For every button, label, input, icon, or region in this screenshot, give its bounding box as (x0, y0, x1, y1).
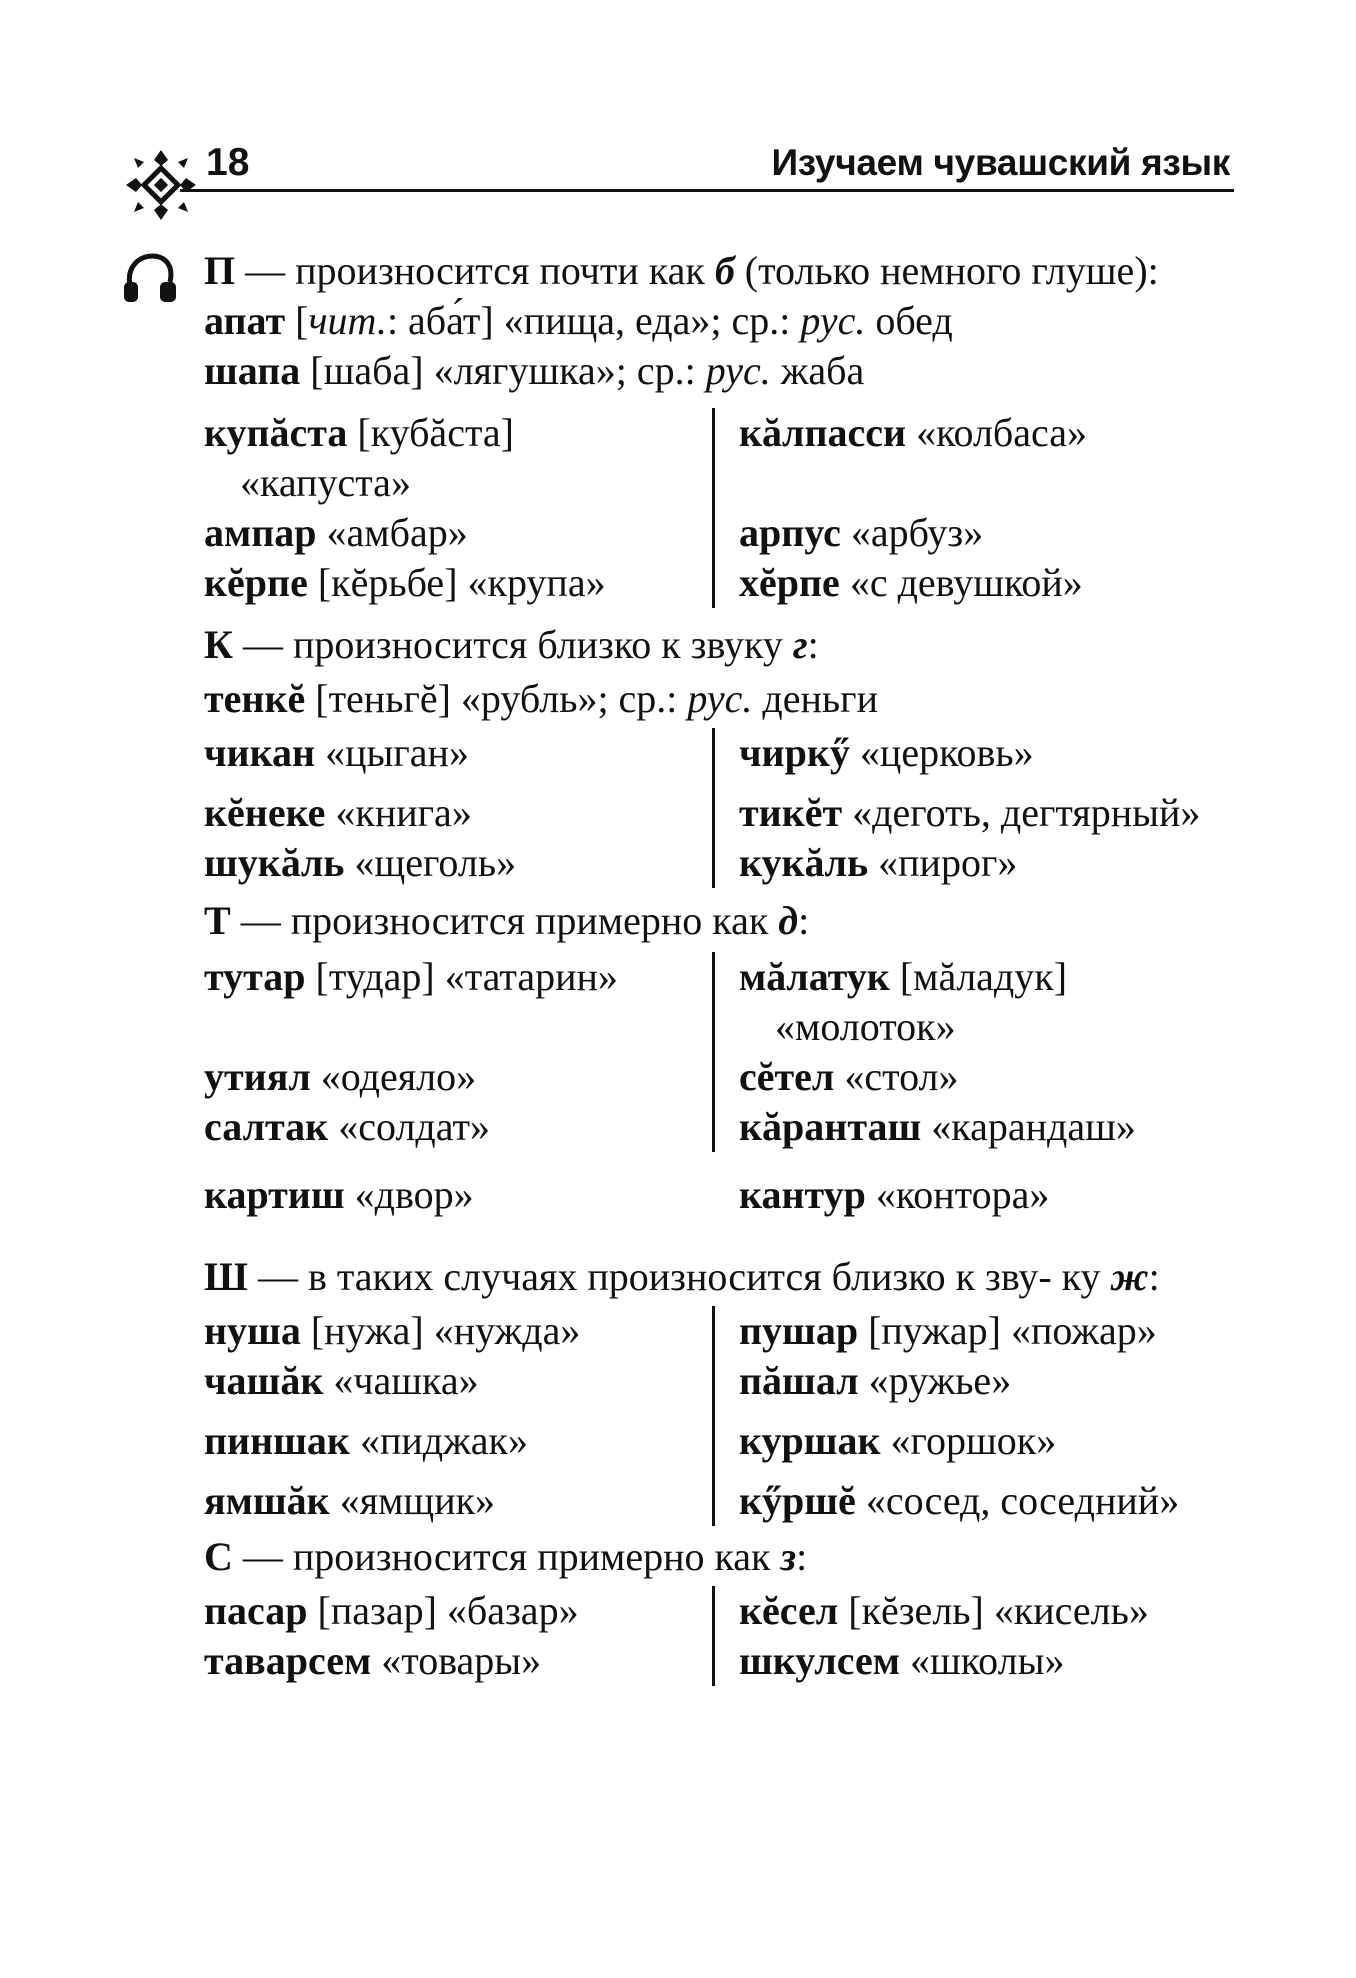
list-item: таварсем «товары» (204, 1638, 542, 1683)
page-number: 18 (206, 141, 250, 184)
section-title-s: С — произносится примерно как з: (204, 1534, 808, 1579)
list-item: картиш «двор» (204, 1172, 474, 1217)
list-item: кукăль «пирог» (712, 838, 1234, 888)
example-tenke: тенкĕ [теньгĕ] «рубль»; ср.: рус. деньги (204, 676, 878, 721)
list-item: кĕрпе [кĕрьбе] «крупа» (204, 560, 606, 605)
section-title-t: Т — произносится примерно как д: (204, 898, 810, 943)
example-shapa: шапа [шаба] «лягушка»; ср.: рус. жаба (204, 348, 865, 393)
list-item: тутар [тудар] «татарин» (204, 954, 618, 999)
list-item: пăшал «ружье» (712, 1356, 1234, 1406)
list-item: кăранташ «карандаш» (712, 1102, 1234, 1152)
list-item: салтак «солдат» (204, 1104, 490, 1149)
list-item: кăлпасси «колбаса» (712, 408, 1234, 458)
list-item: мăлатук [мăладук] (712, 952, 1234, 1002)
list-item: кĕсел [кĕзель] «кисель» (712, 1586, 1234, 1636)
list-item: чашăк «чашка» (204, 1358, 479, 1403)
list-item: хĕрпе «с девушкой» (712, 558, 1234, 608)
section-title-k: К — произносится близко к звуку г: (204, 622, 819, 667)
list-item: ампар «амбар» (204, 510, 468, 555)
word-grid-s (204, 1586, 1234, 1686)
section-title-p: П — произносится почти как б (только немного глуше): (204, 248, 1159, 293)
word-grid-t (204, 952, 1234, 1220)
list-item-continued: «молоток» (712, 1002, 1234, 1052)
list-item: арпус «арбуз» (712, 508, 1234, 558)
word-grid-p (204, 408, 1234, 608)
list-item: кӳршĕ «сосед, соседний» (712, 1476, 1234, 1526)
list-item: чикан «цыган» (204, 730, 469, 775)
list-item: сĕтел «стол» (712, 1052, 1234, 1102)
headphones-icon[interactable] (122, 252, 178, 304)
header-rule (180, 189, 1234, 192)
list-item: купăста [кубăста] (204, 410, 514, 455)
list-item: утиял «одеяло» (204, 1054, 477, 1099)
list-item: кантур «контора» (739, 1172, 1050, 1217)
list-item: тикĕт «деготь, дегтярный» (712, 788, 1234, 838)
running-title: Изучаем чувашский язык (771, 142, 1230, 183)
list-item: пушар [пужар] «пожар» (712, 1306, 1234, 1356)
list-item: пиншак «пиджак» (204, 1418, 528, 1463)
content (204, 246, 1234, 1686)
example-apat: апат [чит.: аба́т] «пища, еда»; ср.: рус. обед (204, 298, 953, 343)
list-item-continued: «капуста» (240, 460, 411, 505)
list-item: пасар [пазар] «базар» (204, 1588, 579, 1633)
list-item: куршак «горшок» (712, 1416, 1234, 1466)
section-title-sh: Ш — в таких случаях произносится близко к зву- ку ж: (204, 1254, 1160, 1299)
list-item: ямшăк «ямщик» (204, 1478, 496, 1523)
word-grid-sh (204, 1306, 1234, 1526)
list-item: кĕнеке «книга» (204, 790, 472, 835)
word-grid-k (204, 728, 1234, 888)
list-item: шукăль «щеголь» (204, 840, 517, 885)
list-item: шкулсем «школы» (712, 1636, 1234, 1686)
list-item: чиркӳ «церковь» (712, 728, 1234, 778)
list-item: нуша [нужа] «нужда» (204, 1308, 581, 1353)
chuvash-ornament-icon (124, 148, 198, 222)
